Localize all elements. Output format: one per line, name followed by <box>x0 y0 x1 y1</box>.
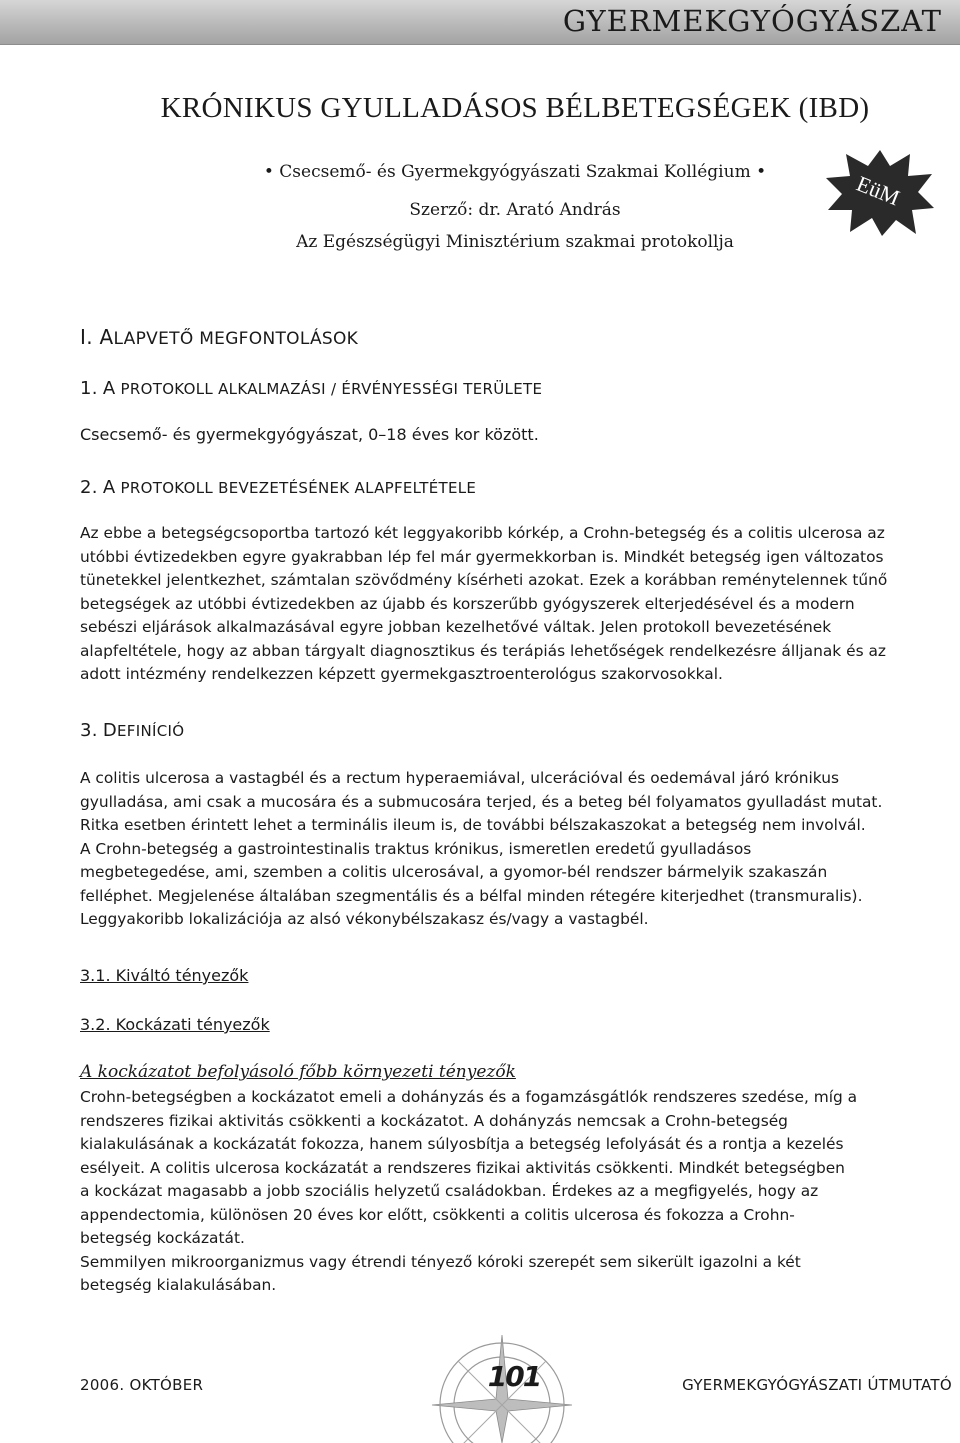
section-number: 3. <box>80 720 98 741</box>
section-heading-scope <box>80 378 542 399</box>
prerequisite-paragraph <box>80 522 950 687</box>
paragraph-line: Crohn-betegségben a kockázatot emeli a dohányzás és a fogamzásgátlók rendszeres szedése, míg a <box>80 1088 858 1106</box>
paragraph-line: sebészi eljárások alkalmazásával egyre jobban kezelhetővé váltak. Jelen protokoll bevezetésének <box>80 618 832 636</box>
section-title-lead: A <box>102 477 116 498</box>
college-line <box>0 162 960 182</box>
section-title-rest: PROTOKOLL BEVEZETÉSÉNEK ALAPFELTÉTELE <box>115 479 477 497</box>
paragraph-line: utóbbi évtizedekben egyre gyakrabban lép fel már gyermekkorban is. Mindkét betegség igen változatos <box>80 547 884 566</box>
paragraph-line: alapfeltétele, hogy az abban tárgyalt diagnosztikus és terápiás lehetőségek rendelkezésre álljanak és az <box>80 641 886 660</box>
paragraph-line: Semmilyen mikroorganizmus vagy étrendi tényező kóroki szerepét sem sikerült igazolni a két <box>80 1252 801 1271</box>
paragraph-line: esélyeit. A colitis ulcerosa kockázatát a rendszeres fizikai aktivitás csökkenti. Mindkét betegségben <box>80 1158 845 1177</box>
section-heading-basic-considerations <box>80 325 358 349</box>
paragraph-line: Leggyakoribb lokalizációja az alsó vékonybélszakasz és/vagy a vastagbél. <box>80 910 649 928</box>
paragraph-line: kialakulásának a kockázatát fokozza, hanem súlyosbítja a betegség lefolyását és a rontja a kezelés <box>80 1135 844 1153</box>
badge-label: EüM <box>853 170 904 211</box>
paragraph-line: Az ebbe a betegségcsoportba tartozó két leggyakoribb kórkép, a Crohn-betegség és a colitis ulcerosa az <box>80 524 885 542</box>
bullet-left: • <box>263 162 274 182</box>
paragraph-line: betegség kialakulásában. <box>80 1276 277 1294</box>
paragraph-line: Ritka esetben érintett lehet a terminális ileum is, de további bélszakaszokat a betegség nem involvál. <box>80 816 866 834</box>
paragraph-line: gyulladása, ami csak a mucosára és a submucosára terjed, és a beteg bél folyamatos gyulladást mutat. <box>80 792 883 811</box>
page-title: KRÓNIKUS GYULLADÁSOS BÉLBETEGSÉGEK (IBD) <box>160 92 870 124</box>
paragraph-line: betegség kockázatát. <box>80 1229 245 1247</box>
section-title-rest: PROTOKOLL ALKALMAZÁSI / ÉRVÉNYESSÉGI TERÜLETE <box>115 380 543 398</box>
section-title-lead: A <box>99 325 114 349</box>
section-heading-triggers: 3.1. Kiváltó tényezők <box>80 966 249 985</box>
section-title-lead: A <box>102 378 116 399</box>
footer-date: 2006. OKTÓBER <box>80 1376 204 1394</box>
section-title-rest: EFINÍCIÓ <box>117 722 185 740</box>
risk-factors-paragraph <box>80 1086 950 1298</box>
paragraph-line: tünetekkel jelentkezhet, számtalan szövődmény kísérheti azokat. Ezek a korábban reménytelennek tűnő <box>80 571 888 589</box>
paragraph-line: betegségek az utóbbi évtizedekben az újabb és korszerűbb gyógyszerek elterjedésével és a modern <box>80 594 855 613</box>
section-heading-risk-factors: 3.2. Kockázati tényezők <box>80 1015 270 1034</box>
college-name: Csecsemő- és Gyermekgyógyászati Szakmai Kollégium <box>279 162 751 182</box>
paragraph-line: rendszeres fizikai aktivitás csökkenti a kockázatot. A dohányzás nemcsak a Crohn-betegség <box>80 1111 788 1130</box>
page-number: 101 <box>487 1360 541 1393</box>
paragraph-line: A colitis ulcerosa a vastagbél és a rectum hyperaemiával, ulcerációval és oedemával járó krónikus <box>80 769 840 787</box>
author-line: Szerző: dr. Arató András <box>409 200 621 220</box>
section-number: 1. <box>80 378 98 399</box>
footer-publication: GYERMEKGYÓGYÁSZATI ÚTMUTATÓ <box>682 1376 952 1394</box>
section-heading-prerequisite <box>80 477 476 498</box>
paragraph-line: a kockázat magasabb a jobb szociális helyzetű családokban. Érdekes az a megfigyelés, hogy az <box>80 1182 819 1200</box>
eum-badge <box>824 148 936 238</box>
paragraph-line: appendectomia, különösen 20 éves kor előtt, csökkenti a colitis ulcerosa és fokozza a Crohn- <box>80 1205 795 1224</box>
section-heading-definition <box>80 720 184 741</box>
section-number: 2. <box>80 477 98 498</box>
journal-header-bar <box>0 0 960 45</box>
paragraph-line: megbetegedése, ami, szemben a colitis ulcerosával, a gyomor-bél rendszer bármelyik szakaszán <box>80 863 828 881</box>
paragraph-line: adott intézmény rendelkezzen képzett gyermekgasztroenterológus szakorvosokkal. <box>80 665 723 683</box>
paragraph-line: felléphet. Megjelenése általában szegmentális és a bélfal minden rétegére kiterjedhet (transmuralis). <box>80 886 863 905</box>
section-number: I. <box>80 325 93 349</box>
section-title-rest: LAPVETŐ MEGFONTOLÁSOK <box>113 329 359 349</box>
bullet-right: • <box>756 162 767 182</box>
protocol-line: Az Egészségügyi Minisztérium szakmai protokollja <box>296 232 734 252</box>
paragraph-line: A Crohn-betegség a gastrointestinalis traktus krónikus, ismeretlen eredetű gyulladásos <box>80 839 752 858</box>
scope-text: Csecsemő- és gyermekgyógyászat, 0–18 éves kor között. <box>80 425 539 444</box>
definition-paragraph <box>80 767 950 932</box>
journal-name: GYERMEKGYÓGYÁSZAT <box>562 4 942 38</box>
section-title-lead: D <box>102 720 118 741</box>
risk-factors-subtitle: A kockázatot befolyásoló főbb környezeti tényezők <box>80 1062 516 1082</box>
